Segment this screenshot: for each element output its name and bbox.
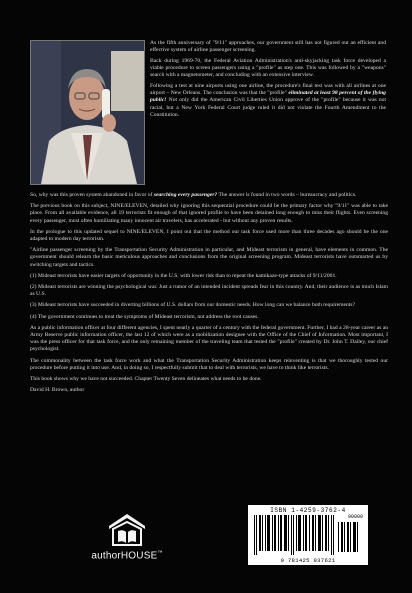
body-paragraph: "Airline passenger screening by the Transportation Security Administration in particular, and Mideast terrorism in general, have elements in common. The government should relearn the basic meticulous approaches and conclusions from the original screening program. Mideast terrorists have outsmarted us by switching targets and tactics. (30, 247, 388, 268)
body-paragraph: This book shows why we have not succeeded. Chapter Twenty Seven delineates what needs to be done. (30, 376, 262, 383)
top-blurb (150, 40, 386, 123)
author-signature: David H. Brown, author (30, 387, 85, 394)
blurb-emphasis: eliminated at least 98 percent of the flying public! (150, 90, 386, 104)
author-portrait-image (31, 41, 144, 184)
body-paragraph: The commonality between the task force work and what the Transportation Security Administration keeps reinventing is that we thoroughly tested our procedure before putting it into use. And, in doing so, I respectfully submit that to deal with terrorists, we have to think like terrorists. (30, 357, 388, 371)
barcode-digits: 9 781425 937621 (280, 557, 336, 564)
isbn-barcode (248, 505, 368, 565)
ean-barcode-bars (254, 515, 336, 555)
blurb-paragraph: As the fifth anniversary of "9/11" approaches, our government still has not figured out an efficient and effective system of airline passenger screening. (150, 40, 386, 54)
body-paragraph: As a public information officer at four different agencies, I spent nearly a quarter of a century with the federal government. Further, I had a 28-year career as an Army Reserve public information officer, the last 12 of which were as a mobilization designee with the Office of the Chief of Information. Most important, I was the press officer for that task force, and the only remaining member of the traveling team that tested the "profile" created by Dr. John T. Dailey, our chief psychologist. (30, 324, 388, 353)
blurb-paragraph: Back during 1969-70, the Federal Aviation Administration's anti-skyjacking task force developed a viable procedure to screen passengers using a "profile" as step one. This was followed by a "weapons" search with a magnetometer, and concluding with an extensive interview. (150, 57, 386, 79)
body-paragraph: (1) Mideast terrorists have easier targets of opportunity in the U.S. with lower risk than to repeat the kamikaze-type attacks of 9/11/2001. (30, 272, 337, 279)
question-text: So, why was this proven system abandoned in favor of (30, 192, 154, 198)
trademark-symbol: ™ (157, 550, 163, 556)
question-text: The answer is found in two words – bureaucracy and politics. (217, 192, 357, 198)
body-paragraph: (4) The government continues to treat the symptoms of Mideast terrorism, not address the root causes. (30, 313, 259, 320)
price-barcode-bars (338, 522, 360, 552)
blurb-text: Not only did the American Civil Liberties Union approve of the "profile" because it was not racial, but a New York Federal Court judge ruled it did not violate the Fourth Amendment to the Constitution. (150, 97, 386, 118)
blurb-text: Following a test at nine airports using one airline, the procedure's final test was with all airlines at one airport – New Orleans. The conclusion was that the "profile" (150, 83, 386, 97)
publisher-name-text: authorHOUSE (91, 550, 158, 562)
publisher-name (82, 550, 172, 561)
body-paragraph: (2) Mideast terrorists are winning the psychological war. Just a rumor of an intended incident spreads fear in this country. And, their audience is as much Islam as U.S. (30, 284, 388, 298)
book-house-icon (105, 512, 149, 548)
price-code: 90000 (347, 514, 363, 520)
main-blurb (30, 192, 388, 398)
question-paragraph (30, 192, 388, 199)
publisher-logo (82, 512, 172, 561)
author-photo (30, 40, 145, 185)
body-paragraph: The previous book on this subject, NINE/ELEVEN, detailed why ignoring this sequential procedure could be the primary factor why "9/11" was able to take place. From all available evidence, all 19 terrorists fit enough of that ignored profile to have been detained long enough to miss their flights. Even screening every passenger, most often humiliating many innocent air travelers, has accelerated - but without any proven results. (30, 203, 388, 224)
question-emphasis: searching every passenger? (153, 192, 218, 198)
isbn-number: ISBN 1-4259-3762-4 (270, 507, 346, 514)
body-paragraph: In the prologue to this updated sequel to NINE/ELEVEN, I point out that the method our task force used more than three decades ago should be the one adapted to modern day terrorism. (30, 228, 388, 243)
blurb-paragraph (150, 83, 386, 119)
body-paragraph: (3) Mideast terrorists have succeeded in diverting billions of U.S. dollars from our domestic needs. How long can we balance both requirements? (30, 302, 355, 309)
